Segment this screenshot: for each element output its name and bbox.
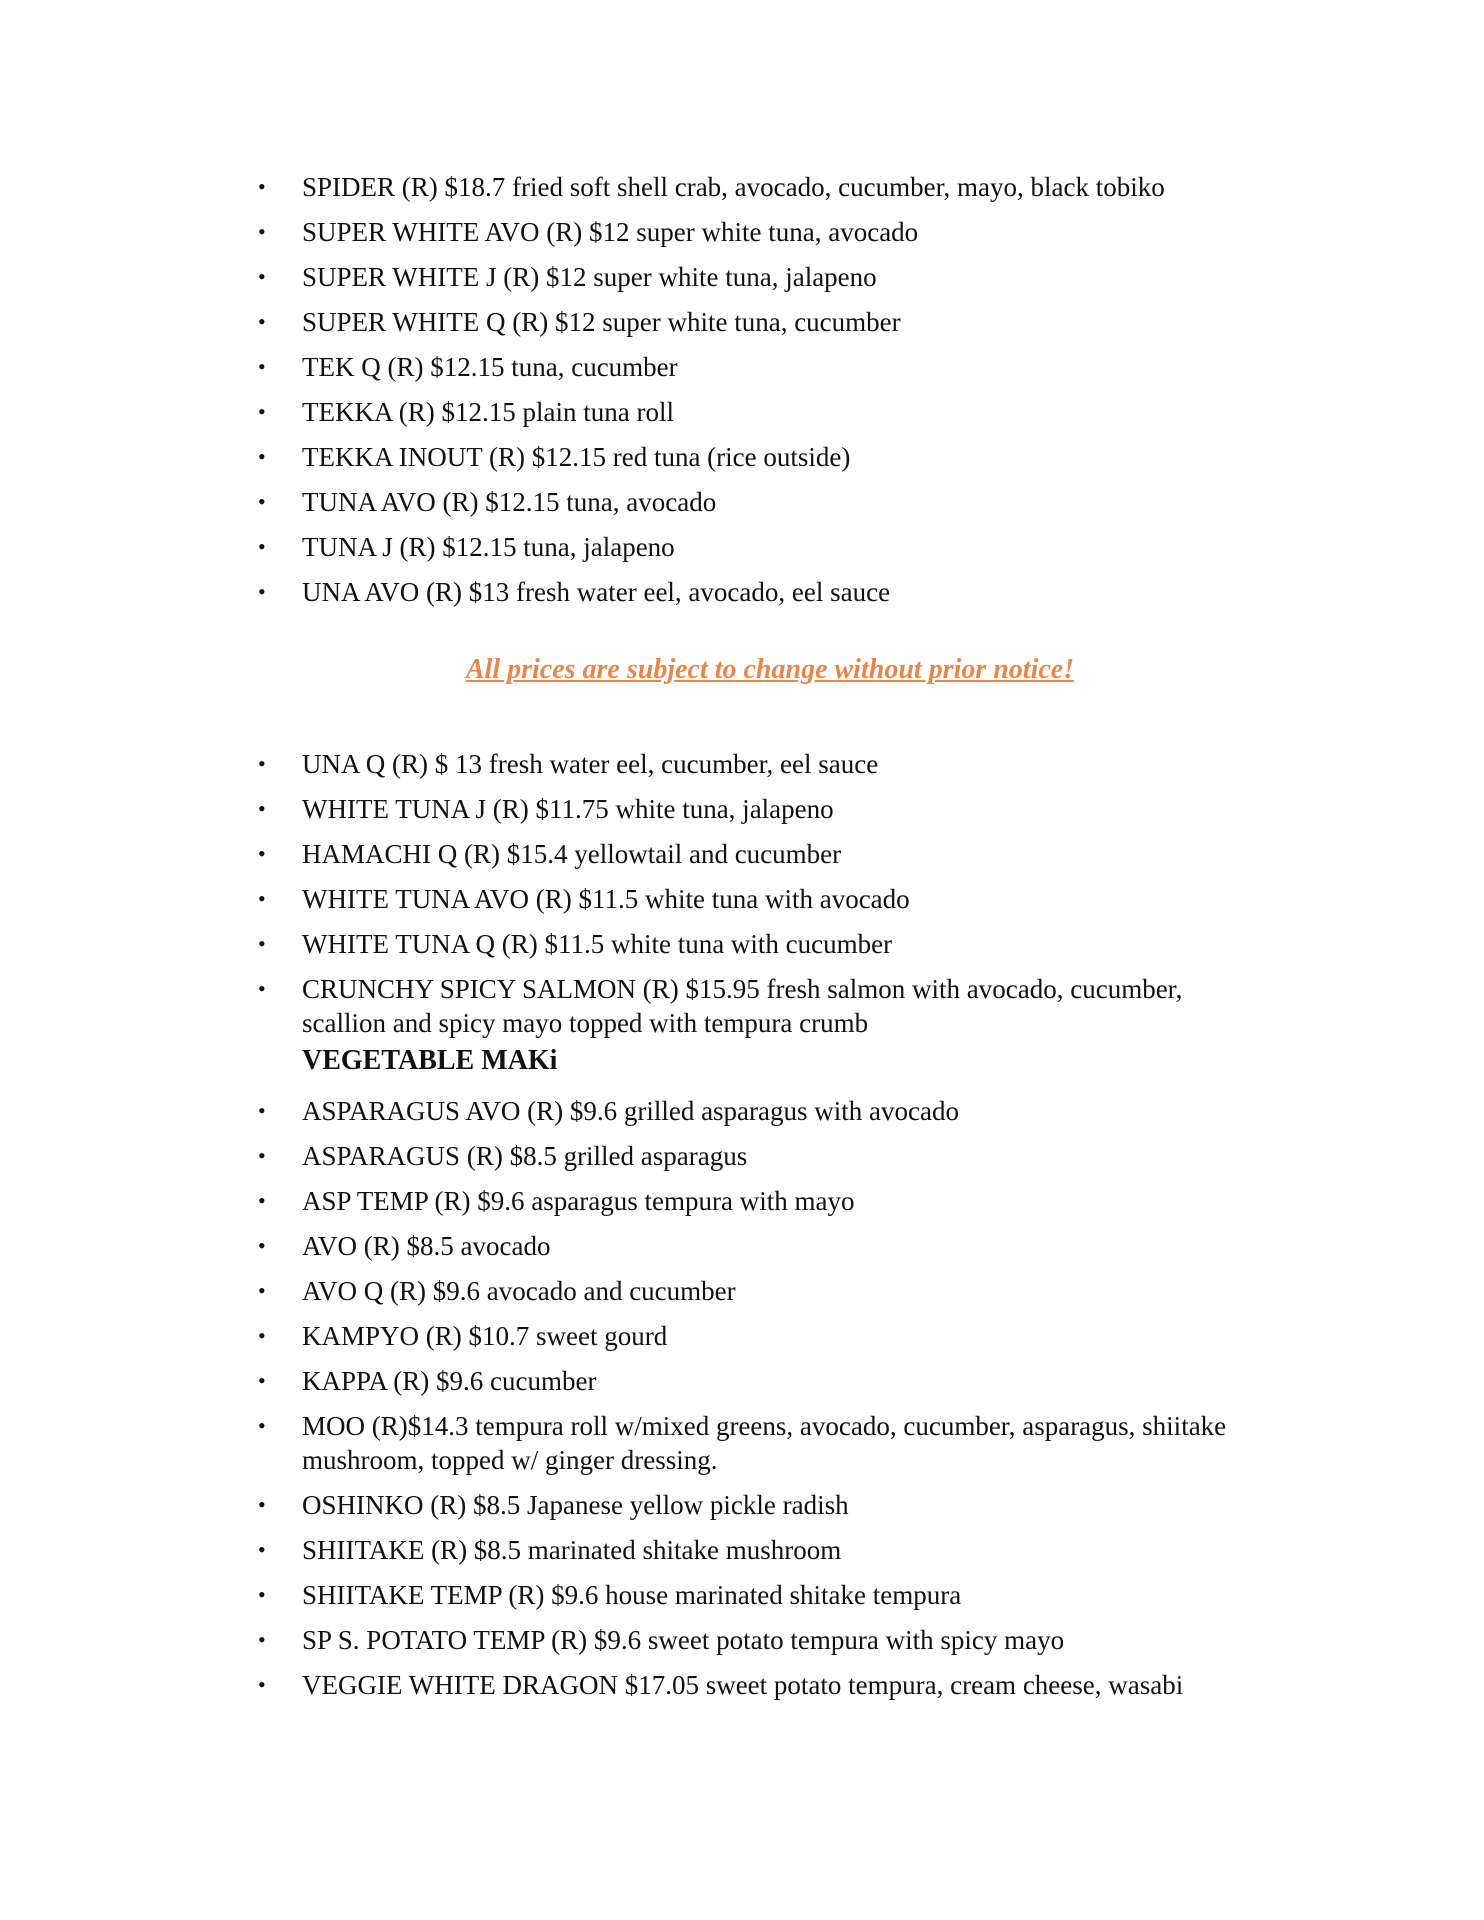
menu-item-text: SUPER WHITE Q (R) $12 super white tuna, cucumber bbox=[302, 307, 901, 337]
list-item bbox=[254, 1229, 1254, 1263]
menu-item-text: MOO (R)$14.3 tempura roll w/mixed greens, avocado, cucumber, asparagus, shiitake mushroom, topped w/ ginger dressing. bbox=[302, 1411, 1227, 1475]
bullet-icon: • bbox=[258, 1233, 266, 1258]
bullet-icon: • bbox=[258, 1368, 266, 1393]
menu-item-text: TEK Q (R) $12.15 tuna, cucumber bbox=[302, 352, 678, 382]
section-heading-vegetable-maki: VEGETABLE MAKi bbox=[302, 1045, 558, 1076]
list-item bbox=[254, 1578, 1254, 1612]
menu-item-text: TUNA AVO (R) $12.15 tuna, avocado bbox=[302, 487, 717, 517]
menu-item-text: WHITE TUNA AVO (R) $11.5 white tuna with avocado bbox=[302, 884, 910, 914]
list-item bbox=[254, 1488, 1254, 1522]
menu-item-text: UNA AVO (R) $13 fresh water eel, avocado, eel sauce bbox=[302, 577, 891, 607]
bullet-icon: • bbox=[258, 1278, 266, 1303]
vegetable-maki-list bbox=[254, 1094, 1254, 1713]
list-item bbox=[254, 305, 1254, 339]
bullet-icon: • bbox=[258, 1537, 266, 1562]
menu-item-text: VEGGIE WHITE DRAGON $17.05 sweet potato tempura, cream cheese, wasabi bbox=[302, 1670, 1184, 1700]
menu-item-text: SHIITAKE (R) $8.5 marinated shitake mushroom bbox=[302, 1535, 842, 1565]
menu-item-text: AVO (R) $8.5 avocado bbox=[302, 1231, 551, 1261]
list-item bbox=[254, 1274, 1254, 1308]
list-item bbox=[254, 575, 1254, 609]
menu-item-text: SP S. POTATO TEMP (R) $9.6 sweet potato tempura with spicy mayo bbox=[302, 1625, 1065, 1655]
bullet-icon: • bbox=[258, 841, 266, 866]
menu-item-text: TEKKA INOUT (R) $12.15 red tuna (rice outside) bbox=[302, 442, 851, 472]
list-item bbox=[254, 260, 1254, 294]
list-item bbox=[254, 882, 1254, 916]
menu-item-text: TEKKA (R) $12.15 plain tuna roll bbox=[302, 397, 674, 427]
menu-item-text: ASPARAGUS (R) $8.5 grilled asparagus bbox=[302, 1141, 748, 1171]
bullet-icon: • bbox=[258, 886, 266, 911]
list-item bbox=[254, 170, 1254, 204]
price-notice: All prices are subject to change without prior notice! bbox=[465, 654, 1075, 685]
bullet-icon: • bbox=[258, 489, 266, 514]
bullet-icon: • bbox=[258, 1492, 266, 1517]
menu-item-text: SUPER WHITE AVO (R) $12 super white tuna, avocado bbox=[302, 217, 919, 247]
list-item bbox=[254, 350, 1254, 384]
list-item bbox=[254, 972, 1254, 1040]
bullet-icon: • bbox=[258, 264, 266, 289]
list-item bbox=[254, 1668, 1254, 1702]
menu-item-text: SHIITAKE TEMP (R) $9.6 house marinated shitake tempura bbox=[302, 1580, 962, 1610]
list-item bbox=[254, 485, 1254, 519]
bullet-icon: • bbox=[258, 751, 266, 776]
menu-item-text: TUNA J (R) $12.15 tuna, jalapeno bbox=[302, 532, 675, 562]
list-item bbox=[254, 530, 1254, 564]
menu-item-text: OSHINKO (R) $8.5 Japanese yellow pickle radish bbox=[302, 1490, 849, 1520]
list-item bbox=[254, 395, 1254, 429]
list-item bbox=[254, 792, 1254, 826]
menu-item-text: SPIDER (R) $18.7 fried soft shell crab, avocado, cucumber, mayo, black tobiko bbox=[302, 172, 1165, 202]
menu-item-text: ASP TEMP (R) $9.6 asparagus tempura with mayo bbox=[302, 1186, 855, 1216]
menu-item-text: WHITE TUNA J (R) $11.75 white tuna, jalapeno bbox=[302, 794, 834, 824]
list-item bbox=[254, 1533, 1254, 1567]
bullet-icon: • bbox=[258, 1098, 266, 1123]
menu-item-text: KAMPYO (R) $10.7 sweet gourd bbox=[302, 1321, 668, 1351]
bullet-icon: • bbox=[258, 219, 266, 244]
list-item bbox=[254, 215, 1254, 249]
sushi-roll-list-continued bbox=[254, 747, 1254, 1051]
menu-item-text: UNA Q (R) $ 13 fresh water eel, cucumber, eel sauce bbox=[302, 749, 879, 779]
bullet-icon: • bbox=[258, 1627, 266, 1652]
list-item bbox=[254, 1409, 1254, 1477]
list-item bbox=[254, 1184, 1254, 1218]
bullet-icon: • bbox=[258, 796, 266, 821]
bullet-icon: • bbox=[258, 931, 266, 956]
bullet-icon: • bbox=[258, 444, 266, 469]
bullet-icon: • bbox=[258, 354, 266, 379]
list-item bbox=[254, 1319, 1254, 1353]
list-item bbox=[254, 927, 1254, 961]
bullet-icon: • bbox=[258, 1413, 266, 1438]
list-item bbox=[254, 837, 1254, 871]
bullet-icon: • bbox=[258, 534, 266, 559]
list-item bbox=[254, 1139, 1254, 1173]
list-item bbox=[254, 440, 1254, 474]
bullet-icon: • bbox=[258, 579, 266, 604]
bullet-icon: • bbox=[258, 1672, 266, 1697]
menu-item-text: KAPPA (R) $9.6 cucumber bbox=[302, 1366, 597, 1396]
list-item bbox=[254, 1094, 1254, 1128]
bullet-icon: • bbox=[258, 1323, 266, 1348]
menu-item-text: AVO Q (R) $9.6 avocado and cucumber bbox=[302, 1276, 736, 1306]
bullet-icon: • bbox=[258, 309, 266, 334]
bullet-icon: • bbox=[258, 1582, 266, 1607]
list-item bbox=[254, 1623, 1254, 1657]
menu-item-text: SUPER WHITE J (R) $12 super white tuna, jalapeno bbox=[302, 262, 877, 292]
bullet-icon: • bbox=[258, 399, 266, 424]
menu-item-text: ASPARAGUS AVO (R) $9.6 grilled asparagus with avocado bbox=[302, 1096, 959, 1126]
menu-item-text: CRUNCHY SPICY SALMON (R) $15.95 fresh salmon with avocado, cucumber, scallion and spicy mayo topped with tempura crumb bbox=[302, 974, 1183, 1038]
bullet-icon: • bbox=[258, 1143, 266, 1168]
menu-item-text: WHITE TUNA Q (R) $11.5 white tuna with cucumber bbox=[302, 929, 893, 959]
bullet-icon: • bbox=[258, 976, 266, 1001]
sushi-roll-list bbox=[254, 170, 1254, 620]
bullet-icon: • bbox=[258, 174, 266, 199]
bullet-icon: • bbox=[258, 1188, 266, 1213]
menu-item-text: HAMACHI Q (R) $15.4 yellowtail and cucumber bbox=[302, 839, 842, 869]
list-item bbox=[254, 747, 1254, 781]
list-item bbox=[254, 1364, 1254, 1398]
